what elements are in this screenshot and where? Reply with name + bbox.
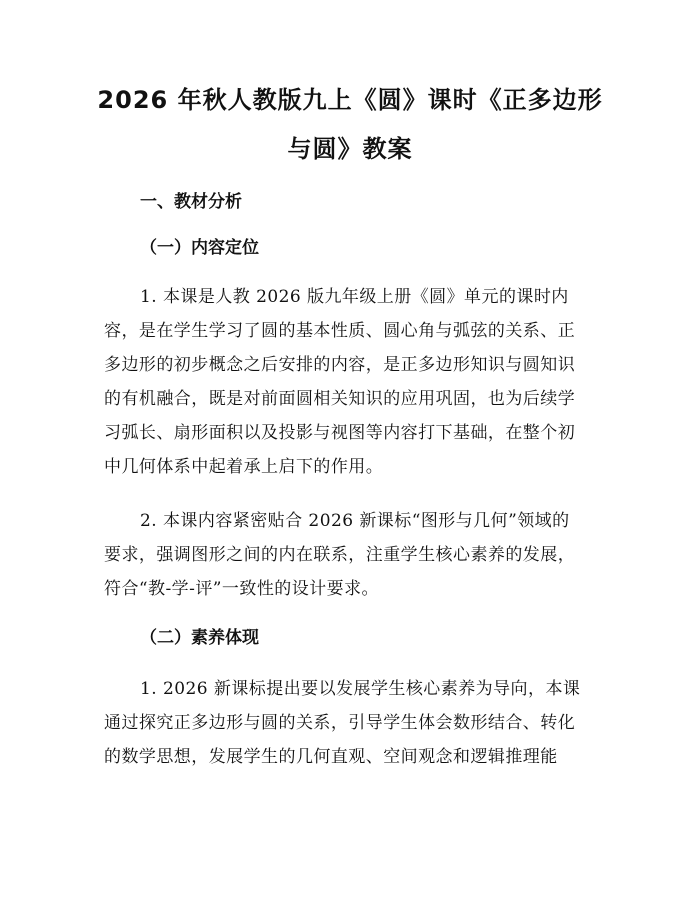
document-title-line-1: 2026 年秋人教版九上《圆》课时《正多边形 (97, 86, 603, 114)
paragraph-line: 要求，强调图形之间的内在联系，注重学生核心素养的发展， (104, 545, 576, 565)
paragraph-literacy-1 (104, 681, 598, 783)
paragraph-line: 多边形的初步概念之后安排的内容，是正多边形知识与圆知识 (104, 355, 576, 375)
paragraph-content-positioning-2 (104, 513, 598, 615)
paragraph-line: 2. 本课内容紧密贴合 2026 新课标“图形与几何”领域的 (140, 511, 570, 531)
paragraph-line: 的有机融合，既是对前面圆相关知识的应用巩固，也为后续学 (104, 389, 576, 409)
paragraph-line: 的数学思想，发展学生的几何直观、空间观念和逻辑推理能 (104, 747, 558, 767)
paragraph-line: 中几何体系中起着承上启下的作用。 (104, 457, 384, 477)
paragraph-line: 容，是在学生学习了圆的基本性质、圆心角与弧弦的关系、正 (104, 321, 576, 341)
paragraph-line: 1. 本课是人教 2026 版九年级上册《圆》单元的课时内 (140, 287, 569, 307)
subsection-heading-literacy: （二）素养体现 (140, 628, 259, 648)
document-title-line-2: 与圆》教案 (287, 135, 413, 163)
section-heading-textbook-analysis: 一、教材分析 (140, 192, 242, 212)
paragraph-content-positioning-1 (104, 289, 598, 493)
paragraph-line: 符合“教-学-评”一致性的设计要求。 (104, 579, 379, 599)
subsection-heading-content-positioning: （一）内容定位 (140, 238, 259, 258)
paragraph-line: 通过探究正多边形与圆的关系，引导学生体会数形结合、转化 (104, 713, 576, 733)
paragraph-line: 习弧长、扇形面积以及投影与视图等内容打下基础，在整个初 (104, 423, 576, 443)
paragraph-line: 1. 2026 新课标提出要以发展学生核心素养为导向，本课 (140, 679, 581, 699)
